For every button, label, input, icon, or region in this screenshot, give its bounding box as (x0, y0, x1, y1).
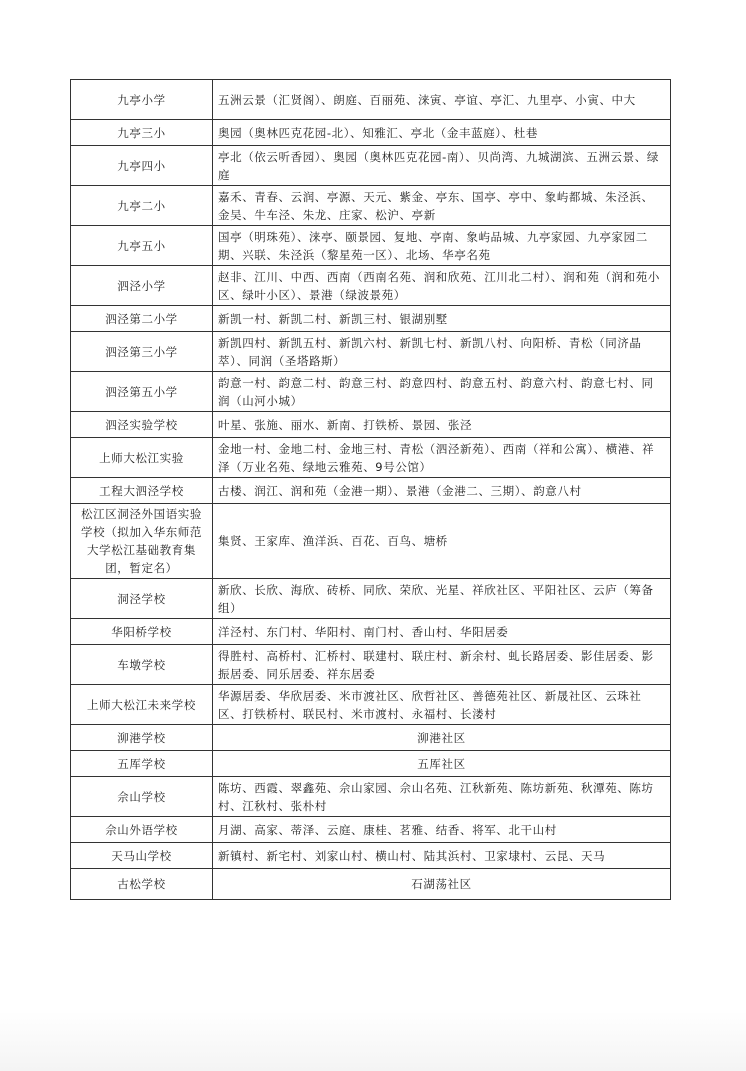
school-name-cell: 工程大泗泾学校 (71, 478, 213, 504)
table-body (71, 80, 671, 900)
school-name-cell: 九亭五小 (71, 226, 213, 266)
residential-area-cell: 亭北（依云听香园）、奥园（奥林匹克花园-南）、贝尚湾、九城湖滨、五洲云景、绿庭 (213, 146, 671, 186)
table-row (71, 478, 671, 504)
residential-area-cell: 洋泾村、东门村、华阳村、南门村、香山村、华阳居委 (213, 619, 671, 645)
residential-area-cell: 叶星、张施、丽水、新南、打铁桥、景园、张泾 (213, 412, 671, 438)
school-name-cell: 九亭四小 (71, 146, 213, 186)
school-name-cell: 天马山学校 (71, 843, 213, 869)
school-name-cell: 洞泾学校 (71, 579, 213, 619)
table-row (71, 869, 671, 900)
school-name-cell: 车墩学校 (71, 645, 213, 685)
school-name-cell: 泗泾小学 (71, 266, 213, 306)
residential-area-cell: 新欣、长欣、海欣、砖桥、同欣、荣欣、光星、祥欣社区、平阳社区、云庐（筹备组） (213, 579, 671, 619)
residential-area-cell: 新凯四村、新凯五村、新凯六村、新凯七村、新凯八村、向阳桥、青松（同济晶萃）、同润（圣塔路斯） (213, 332, 671, 372)
residential-area-cell: 韵意一村、韵意二村、韵意三村、韵意四村、韵意五村、韵意六村、韵意七村、同润（山河小城） (213, 372, 671, 412)
table-row (71, 186, 671, 226)
table-row (71, 817, 671, 843)
table-row (71, 120, 671, 146)
table-row (71, 579, 671, 619)
school-name-cell: 泗泾第三小学 (71, 332, 213, 372)
table-row (71, 372, 671, 412)
school-name-cell: 华阳桥学校 (71, 619, 213, 645)
school-zone-table (70, 79, 671, 900)
residential-area-cell: 月湖、高家、蒂泽、云庭、康桂、茗雅、结香、将军、北干山村 (213, 817, 671, 843)
residential-area-cell: 赵非、江川、中西、西南（西南名苑、润和欣苑、江川北二村）、润和苑（润和苑小区、绿叶小区）、景港（绿波景苑） (213, 266, 671, 306)
table-row (71, 332, 671, 372)
school-name-cell: 九亭二小 (71, 186, 213, 226)
residential-area-cell: 金地一村、金地二村、金地三村、青松（泗泾新苑）、西南（祥和公寓）、横港、祥泽（万业名苑、绿地云雅苑、9号公馆） (213, 438, 671, 478)
school-name-cell: 泗泾第五小学 (71, 372, 213, 412)
residential-area-cell: 五厍社区 (213, 751, 671, 777)
page-bottom-shade (0, 1011, 746, 1071)
school-name-cell: 松江区洞泾外国语实验学校（拟加入华东师范大学松江基础教育集团，暂定名） (71, 504, 213, 579)
residential-area-cell: 新镇村、新宅村、刘家山村、横山村、陆其浜村、卫家埭村、云昆、天马 (213, 843, 671, 869)
table-row (71, 412, 671, 438)
school-name-cell: 上师大松江未来学校 (71, 685, 213, 725)
school-name-cell: 九亭三小 (71, 120, 213, 146)
table-row (71, 645, 671, 685)
residential-area-cell: 泖港社区 (213, 725, 671, 751)
residential-area-cell: 奥园（奥林匹克花园-北）、知雅汇、亭北（金丰蓝庭）、杜巷 (213, 120, 671, 146)
table-row (71, 306, 671, 332)
residential-area-cell: 陈坊、西霞、翠鑫苑、佘山家园、佘山名苑、江秋新苑、陈坊新苑、秋潭苑、陈坊村、江秋村、张朴村 (213, 777, 671, 817)
residential-area-cell: 华源居委、华欣居委、米市渡社区、欣哲社区、善德苑社区、新晟社区、云珠社区、打铁桥村、联民村、米市渡村、永福村、长溇村 (213, 685, 671, 725)
residential-area-cell: 国亭（明珠苑）、涞亭、颐景园、复地、亭南、象屿品城、九亭家园、九亭家园二期、兴联、朱泾浜（黎星苑一区）、北场、华亭名苑 (213, 226, 671, 266)
table-row (71, 685, 671, 725)
table-row (71, 843, 671, 869)
table-row (71, 146, 671, 186)
school-name-cell: 佘山外语学校 (71, 817, 213, 843)
residential-area-cell: 新凯一村、新凯二村、新凯三村、银湖别墅 (213, 306, 671, 332)
table-row (71, 504, 671, 579)
school-name-cell: 佘山学校 (71, 777, 213, 817)
school-name-cell: 五厍学校 (71, 751, 213, 777)
school-name-cell: 古松学校 (71, 869, 213, 900)
residential-area-cell: 嘉禾、青春、云润、亭源、天元、紫金、亭东、国亭、亭中、象屿都城、朱泾浜、金吴、牛车泾、朱龙、庄家、松沪、亭新 (213, 186, 671, 226)
table-row (71, 266, 671, 306)
residential-area-cell: 石湖荡社区 (213, 869, 671, 900)
table-row (71, 725, 671, 751)
school-name-cell: 九亭小学 (71, 80, 213, 120)
table-row (71, 751, 671, 777)
school-name-cell: 泗泾第二小学 (71, 306, 213, 332)
table-row (71, 619, 671, 645)
residential-area-cell: 古楼、润江、润和苑（金港一期）、景港（金港二、三期）、韵意八村 (213, 478, 671, 504)
table-row (71, 438, 671, 478)
school-name-cell: 泗泾实验学校 (71, 412, 213, 438)
table-row (71, 80, 671, 120)
table-row (71, 226, 671, 266)
residential-area-cell: 得胜村、高桥村、汇桥村、联建村、联庄村、新余村、虬长路居委、影佳居委、影振居委、同乐居委、祥东居委 (213, 645, 671, 685)
school-name-cell: 上师大松江实验 (71, 438, 213, 478)
residential-area-cell: 五洲云景（汇贤阁）、朗庭、百丽苑、涞寅、亭谊、亭汇、九里亭、小寅、中大 (213, 80, 671, 120)
residential-area-cell: 集贤、王家库、渔洋浜、百花、百鸟、塘桥 (213, 504, 671, 579)
table-row (71, 777, 671, 817)
school-name-cell: 泖港学校 (71, 725, 213, 751)
